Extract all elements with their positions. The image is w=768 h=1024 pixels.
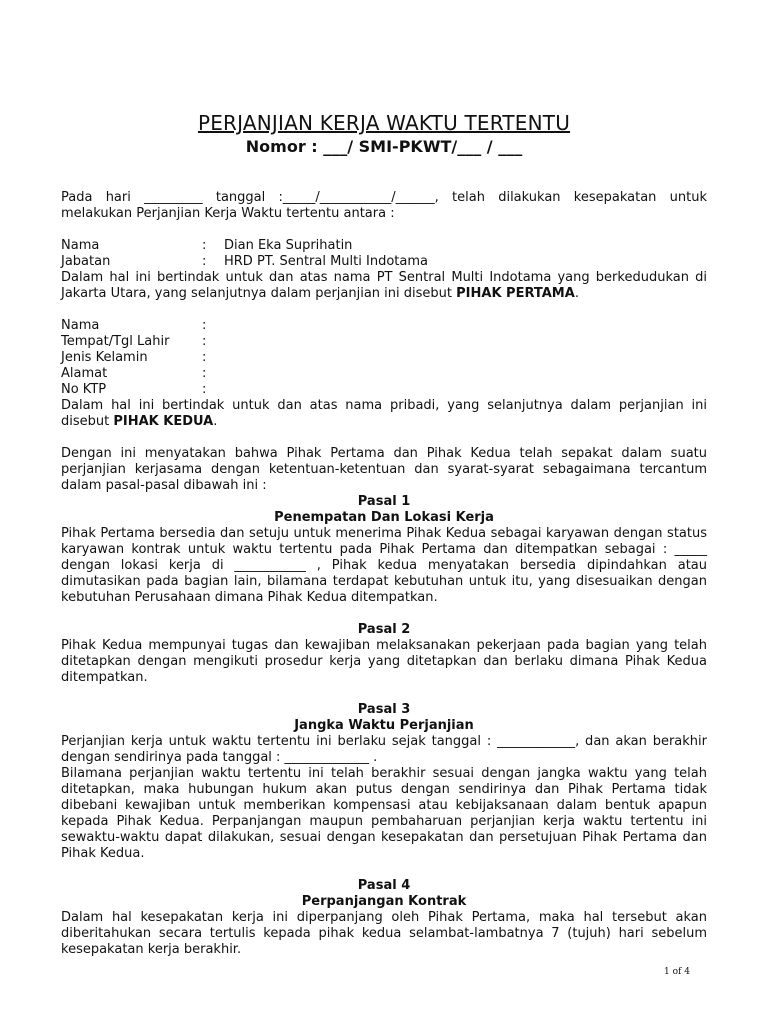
document-body bbox=[61, 190, 707, 958]
article-text: Bilamana perjanjian waktu tertentu ini telah berakhir sesuai dengan jangka waktu yang telah ditetapkan, maka hubungan hukum akan putus dengan sendirinya dan Pihak Pertama tidak dibebani kewajiban untuk memberikan kompensasi atau kebijaksanaan dalam bentuk apapun kepada Pihak Kedua. Perpanjangan maupun pembaharuan perjanjian kerja waktu tertentu ini sewaktu-waktu dapat dilakukan, sesuai dengan kesepakatan dan persetujuan Pihak Pertama dan Pihak Kedua. bbox=[61, 766, 707, 861]
first-party-term: PIHAK PERTAMA bbox=[456, 286, 575, 301]
field-label: Alamat bbox=[61, 366, 108, 381]
field-colon: : bbox=[202, 334, 207, 349]
article-subheading: Jangka Waktu Perjanjian bbox=[294, 718, 474, 733]
field-colon: : bbox=[202, 350, 207, 365]
second-party-field-row bbox=[61, 366, 707, 382]
field-value: HRD PT. Sentral Multi Indotama bbox=[224, 254, 428, 269]
field-label: Tempat/Tgl Lahir bbox=[61, 334, 170, 349]
second-party-description: Dalam hal ini bertindak untuk dan atas nama pribadi, yang selanjutnya dalam perjanjian ini disebut PIHAK KEDUA. bbox=[61, 398, 707, 429]
second-party-field-row bbox=[61, 382, 707, 398]
field-label: Jenis Kelamin bbox=[61, 350, 148, 365]
article-subheading: Penempatan Dan Lokasi Kerja bbox=[274, 510, 494, 525]
second-party-field-row bbox=[61, 350, 707, 366]
article-text: Pihak Kedua mempunyai tugas dan kewajiban melaksanakan pekerjaan pada bagian yang telah ditetapkan dengan mengikuti prosedur kerja yang ditetapkan dan berlaku dimana Pihak Kedua ditempatkan. bbox=[61, 638, 707, 685]
article-heading: Pasal 1 bbox=[357, 494, 411, 509]
article-heading: Pasal 4 bbox=[357, 878, 411, 893]
document-title: PERJANJIAN KERJA WAKTU TERTENTU bbox=[197, 111, 571, 135]
article-1 bbox=[61, 494, 707, 606]
second-party-section bbox=[61, 318, 707, 430]
second-party-field-row bbox=[61, 318, 707, 334]
page-number: 1 of 4 bbox=[664, 967, 690, 977]
document-number: Nomor : ___/ SMI-PKWT/___ / ___ bbox=[245, 137, 523, 156]
field-colon: : bbox=[202, 254, 207, 269]
second-party-field-row bbox=[61, 334, 707, 350]
first-party-name-row bbox=[61, 238, 707, 254]
first-party-position-row bbox=[61, 254, 707, 270]
field-colon: : bbox=[202, 382, 207, 397]
article-heading: Pasal 3 bbox=[357, 702, 411, 717]
field-label: No KTP bbox=[61, 382, 107, 397]
article-4 bbox=[61, 878, 707, 958]
field-value: Dian Eka Suprihatin bbox=[224, 238, 353, 253]
article-heading: Pasal 2 bbox=[357, 622, 411, 637]
field-colon: : bbox=[202, 366, 207, 381]
article-2 bbox=[61, 622, 707, 686]
article-text: Perjanjian kerja untuk waktu tertentu ini berlaku sejak tanggal : ____________, dan akan berakhir dengan sendirinya pada tanggal : _____________ . bbox=[61, 734, 707, 765]
first-party-section bbox=[61, 238, 707, 302]
article-text: Pihak Pertama bersedia dan setuju untuk menerima Pihak Kedua sebagai karyawan dengan status karyawan kontrak untuk waktu tertentu pada Pihak Pertama dan ditempatkan sebagai : _____ dengan lokasi kerja di ___________ , Pihak kedua menyatakan bersedia dipindahkan atau dimutasikan pada bagian lain, bilamana terdapat kebutuhan untuk itu, yang disesuaikan dengan kebutuhan Perusahaan dimana Pihak Kedua ditempatkan. bbox=[61, 526, 707, 605]
agreement-paragraph: Dengan ini menyatakan bahwa Pihak Pertama dan Pihak Kedua telah sepakat dalam suatu perjanjian kerjasama dengan ketentuan-ketentuan dan syarat-syarat sebagaimana tercantum dalam pasal-pasal dibawah ini : bbox=[61, 446, 707, 493]
article-subheading: Perpanjangan Kontrak bbox=[301, 894, 467, 909]
article-text: Dalam hal kesepakatan kerja ini diperpanjang oleh Pihak Pertama, maka hal tersebut akan diberitahukan secara tertulis kepada pihak kedua selambat-lambatnya 7 (tujuh) hari sebelum kesepakatan kerja berakhir. bbox=[61, 910, 707, 957]
field-label: Nama bbox=[61, 318, 100, 333]
article-3 bbox=[61, 702, 707, 862]
field-colon: : bbox=[202, 318, 207, 333]
field-label: Nama bbox=[61, 238, 100, 253]
field-colon: : bbox=[202, 238, 207, 253]
second-party-term: PIHAK KEDUA bbox=[113, 414, 214, 429]
first-party-description: Dalam hal ini bertindak untuk dan atas nama PT Sentral Multi Indotama yang berkedudukan di Jakarta Utara, yang selanjutnya dalam perjanjian ini disebut PIHAK PERTAMA. bbox=[61, 270, 707, 301]
field-label: Jabatan bbox=[61, 254, 111, 269]
intro-paragraph: Pada hari _________ tanggal :_____/___________/______, telah dilakukan kesepakatan untuk melakukan Perjanjian Kerja Waktu tertentu antara : bbox=[61, 190, 707, 221]
